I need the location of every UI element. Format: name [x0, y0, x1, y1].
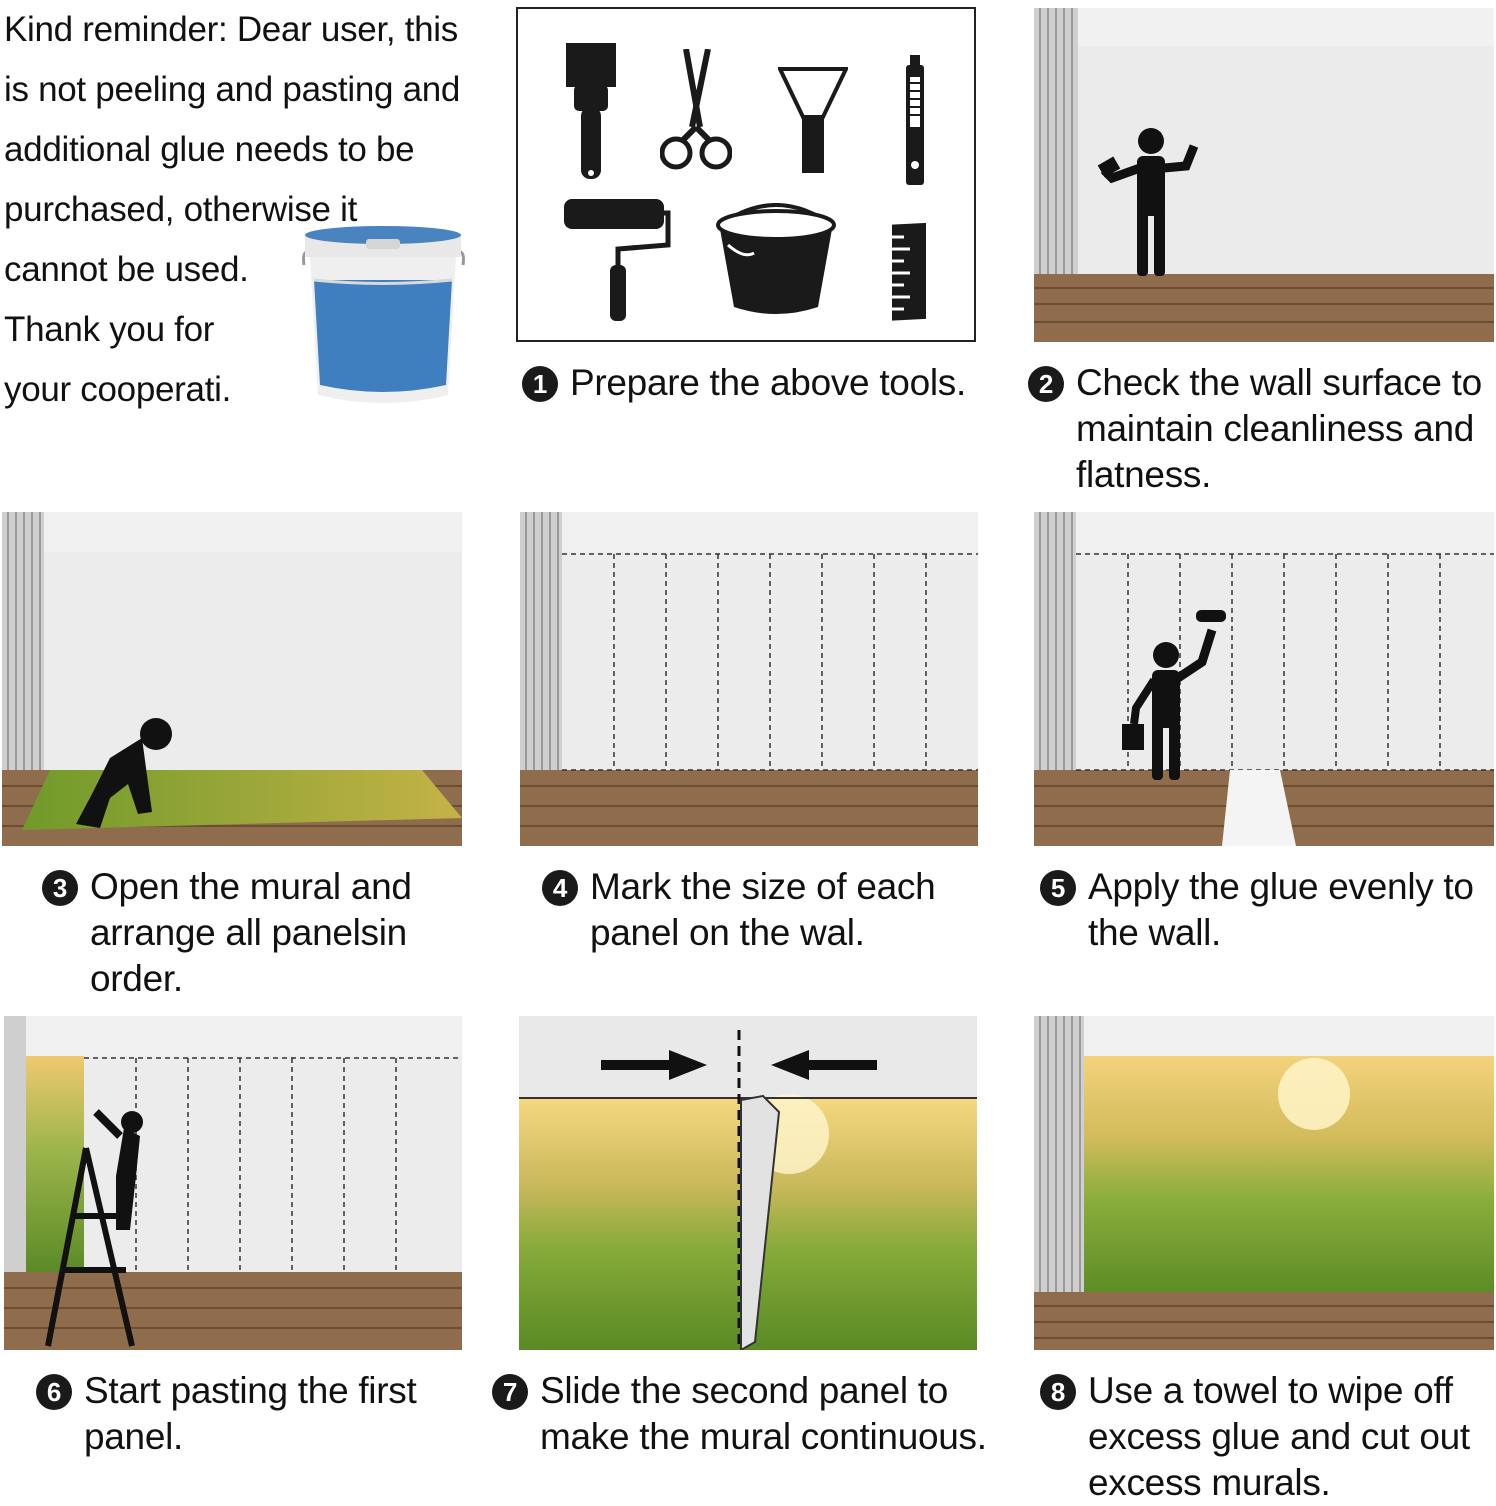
step-number-badge: 2: [1028, 366, 1064, 402]
step-number-badge: 6: [36, 1374, 72, 1410]
scene-mark-panels: [520, 512, 978, 846]
step-number-badge: 7: [492, 1374, 528, 1410]
paint-brush-icon: [564, 41, 618, 186]
ruler-icon: [886, 223, 930, 323]
utility-knife-icon: [902, 53, 928, 188]
step-text-line: the wall.: [1088, 912, 1222, 953]
reminder-line: cannot be used.: [4, 250, 249, 289]
step-text-line: Slide the second panel to: [540, 1370, 949, 1411]
scene-check-wall: [1034, 8, 1494, 342]
reminder-line: purchased, otherwise it: [4, 190, 358, 229]
scene-open-mural: [2, 512, 462, 846]
step-number-badge: 4: [542, 870, 578, 906]
tools-panel: [516, 7, 976, 342]
scene-finished-mural: [1034, 1016, 1494, 1350]
step-number-badge: 3: [42, 870, 78, 906]
step-text-line: Use a towel to wipe off: [1088, 1370, 1453, 1411]
reminder-line: your cooperati.: [4, 370, 232, 409]
step-text-line: panel.: [84, 1416, 184, 1457]
scene-slide-second-panel: [519, 1016, 977, 1350]
step-number-badge: 8: [1040, 1374, 1076, 1410]
step-text-line: Mark the size of each: [590, 866, 936, 907]
step-text-line: Start pasting the first: [84, 1370, 417, 1411]
step-text-line: Open the mural and: [90, 866, 412, 907]
bucket-icon: [714, 203, 838, 321]
step-text-line: panel on the wal.: [590, 912, 865, 953]
scene-apply-glue: [1034, 512, 1494, 846]
scraper-icon: [778, 67, 848, 175]
scissors-icon: [660, 49, 732, 174]
scene-paste-first-panel: [4, 1016, 462, 1350]
step-text-line: order.: [90, 958, 183, 999]
reminder-line: Thank you for: [4, 310, 215, 349]
step-text-line: maintain cleanliness and: [1076, 408, 1474, 449]
reminder-line: additional glue needs to be: [4, 130, 415, 169]
step-number-badge: 5: [1040, 870, 1076, 906]
step-number-badge: 1: [522, 366, 558, 402]
glue-bucket-image: [296, 225, 471, 415]
step-text-line: flatness.: [1076, 454, 1212, 495]
step-text-line: make the mural continuous.: [540, 1416, 987, 1457]
step-text-line: arrange all panelsin: [90, 912, 407, 953]
step-text-line: Prepare the above tools.: [570, 362, 966, 403]
step-text-line: Check the wall surface to: [1076, 362, 1482, 403]
step-text-line: excess murals.: [1088, 1462, 1331, 1503]
step-text-line: Apply the glue evenly to: [1088, 866, 1474, 907]
reminder-line: Kind reminder: Dear user, this: [4, 10, 458, 49]
step-text-line: excess glue and cut out: [1088, 1416, 1470, 1457]
reminder-line: is not peeling and pasting and: [4, 70, 461, 109]
paint-roller-icon: [562, 197, 672, 325]
